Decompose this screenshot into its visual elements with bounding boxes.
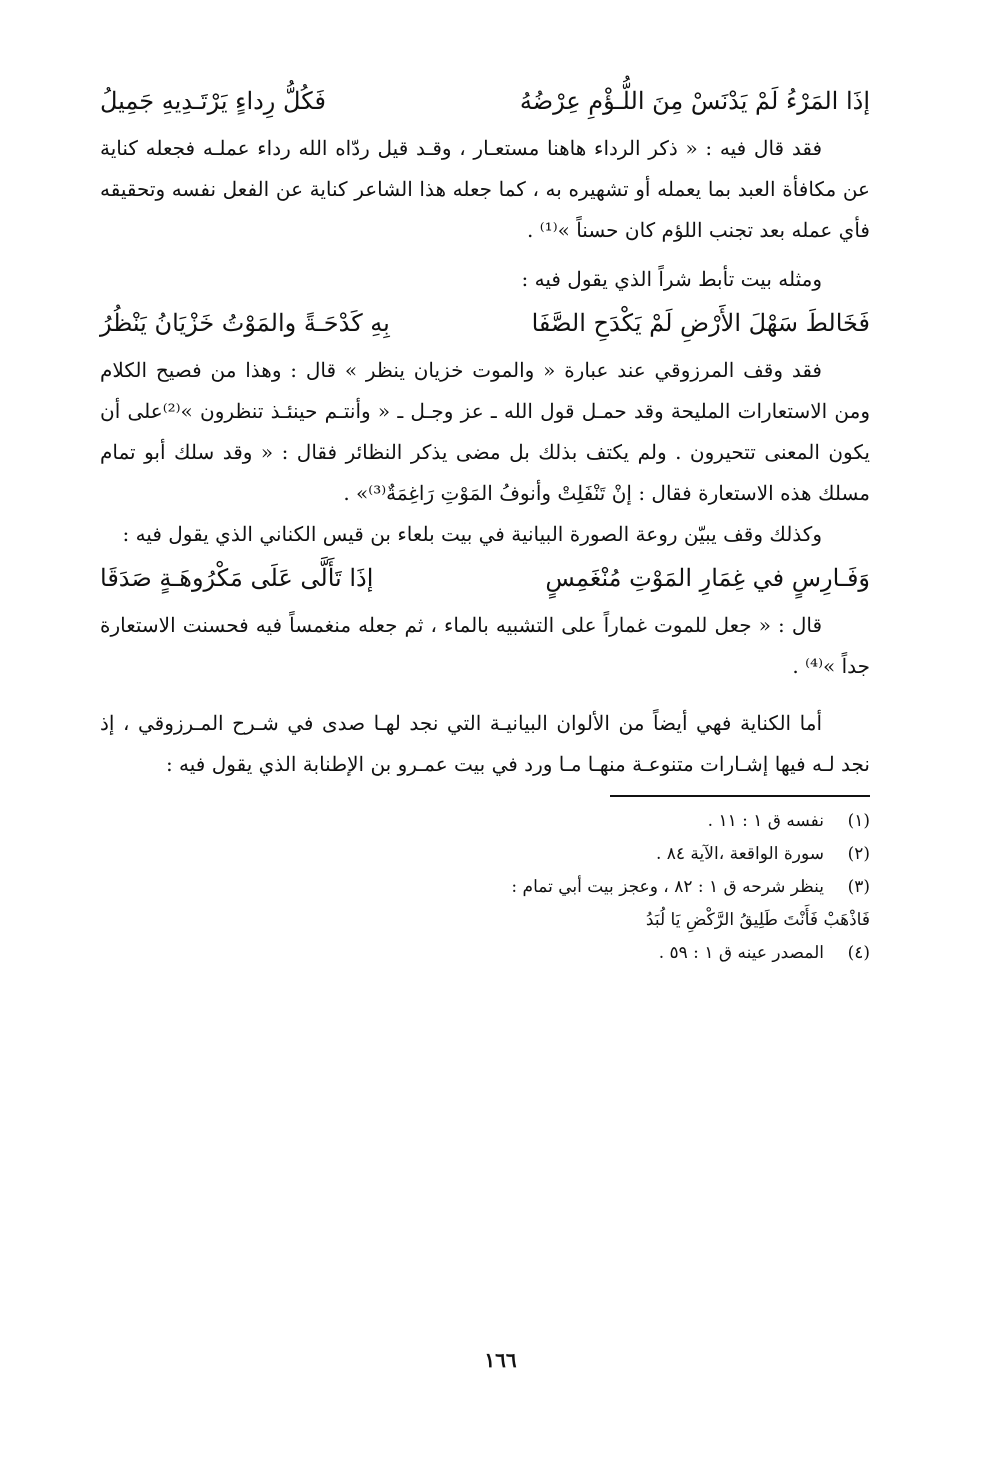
paragraph-3: فقد وقف المرزوقي عند عبارة « والموت خزيان ينظر » قال : وهذا من فصيح الكلام ومن الاستعارات المليحة وقد حمـل قول الله ـ عز وجـل ـ « وأنتـم حينئـذ تنظرون »⁽²⁾على أن يكون المعنى تتحيرون . ولم يكتف بذلك بل مضى يذكر النظائر فقال : « وقد سلك أبو تمام مسلك هذه الاستعارة فقال : إنْ تَنْفَلِتْ وأنوفُ المَوْتِ رَاغِمَةٌ⁽³⁾» . [100,358,870,505]
verse-1-first-hemistich: إذَا المَرْءُ لَمْ يَدْنَسْ مِنَ اللُّـؤْمِ عِرْضُهُ [519,87,870,115]
page-number: ١٦٦ [484,1348,517,1372]
page-body [100,78,870,970]
verse-3-second-hemistich: إذَا تَأَلَّى عَلَى مَكْرُوهَـةٍ صَدَقَا [100,564,374,592]
paragraph-6: أما الكناية فهي أيضاً من الألوان البيانيـة التي نجد لهـا صدى في شـرح المـرزوقي ، إذ نجد لـه فيها إشـارات متنوعـة منهـا مـا ورد في بيت عمـرو بن الإطنابة الذي يقول فيه : [100,711,870,776]
paragraph-2: ومثله بيت تأبط شراً الذي يقول فيه : [521,267,822,291]
footnote-separator [610,795,870,797]
verse-3 [100,555,870,605]
footnote-text: نفسه ق ١ : ١١ . [707,811,824,831]
footnote-text: المصدر عينه ق ١ : ٥٩ . [658,943,824,963]
paragraph-5: قال : « جعل للموت غماراً على التشبيه بالماء ، ثم جعله منغمساً فيه فحسنت الاستعارة جداً »⁽⁴⁾ . [100,613,870,678]
footnote-4 [100,937,870,970]
footnote-2 [100,838,870,871]
verse-2 [100,300,870,350]
verse-3-first-hemistich: وَفَـارِسٍ في غِمَارِ المَوْتِ مُنْغَمِسٍ [545,564,870,592]
footnote-1 [100,805,870,838]
footnote-3-verse: فَاذْهَبْ فَأَنْتَ طَلِيقُ الرَّكْضِ يَا لُبَدُ [645,910,870,930]
footnote-number: (٢) [847,844,870,864]
footnote-3 [100,871,870,904]
verse-1 [100,78,870,128]
verse-2-first-hemistich: فَخَالطَ سَهْلَ الأَرْضِ لَمْ يَكْدَحِ الصَّفَا [531,309,870,337]
verse-1-second-hemistich: فَكُلُّ رِداءٍ يَرْتَـدِيهِ جَمِيلُ [100,87,326,115]
paragraph-4: وكذلك وقف يبيّن روعة الصورة البيانية في بيت بلعاء بن قيس الكناني الذي يقول فيه : [122,522,822,546]
paragraph-1: فقد قال فيه : « ذكر الرداء هاهنا مستعـار ، وقـد قيل ردّاه الله رداء عملـه فجعله كناية عن مكافأة العبد بما يعمله أو تشهيره به ، كما جعله هذا الشاعر كناية عن الفعل نفسه وتحقيقه فأي عمله بعد تجنب اللؤم كان حسناً »⁽¹⁾ . [100,136,870,242]
footnote-number: (٣) [847,877,870,897]
footnote-text: ينظر شرحه ق ١ : ٨٢ ، وعجز بيت أبي تمام : [511,877,824,897]
footnotes [100,805,870,970]
verse-2-second-hemistich: بِهِ كَدْحَـةً والمَوْتُ خَزْيَانُ يَنْظُرُ [100,309,390,337]
footnote-number: (٤) [847,943,870,963]
footnote-number: (١) [847,811,870,831]
footnote-text: سورة الواقعة ،الآية ٨٤ . [655,844,824,864]
